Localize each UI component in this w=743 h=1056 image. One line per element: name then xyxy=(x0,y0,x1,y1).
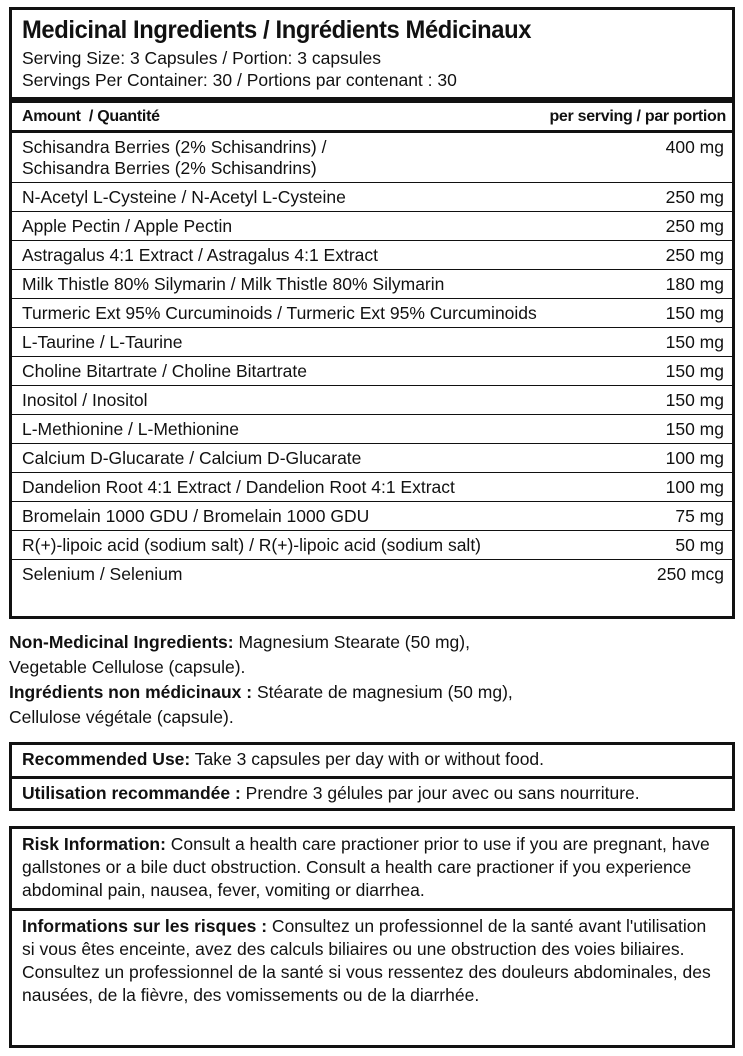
ingredient-amount: 150 mg xyxy=(665,303,724,323)
servings-per-container: Servings Per Container: 30 / Portions par contenant : 30 xyxy=(22,70,457,90)
table-row xyxy=(12,531,732,560)
table-row xyxy=(12,386,732,415)
ingredient-table xyxy=(12,133,732,589)
risk-text-fr: Consultez un professionnel de la santé avant l'utilisation si vous êtes enceinte, avez des calculs biliaires ou une obstruction des voies biliaires. Consultez un professionnel de la santé si vous ressentez des douleurs abdominales, des nausées, de la fièvre, des vomissements ou de la diarrhée. xyxy=(22,916,711,1005)
table-row xyxy=(12,444,732,473)
risk-text: Consult a health care practioner prior to use if you are pregnant, have gallstones or a bile duct obstruction. Consult a health care practioner if you experience abdominal pain, nausea, fever, vomiting or diarrhea. xyxy=(22,834,710,900)
table-row xyxy=(12,560,732,589)
serving-size: Serving Size: 3 Capsules / Portion: 3 capsules xyxy=(22,48,381,68)
table-row xyxy=(12,133,732,183)
ingredient-name: L-Methionine / L-Methionine xyxy=(22,419,239,439)
ingredient-amount: 150 mg xyxy=(665,390,724,410)
recommended-use-en xyxy=(12,745,732,776)
amount-header: Amount / Quantité xyxy=(22,107,160,125)
ingredient-name: R(+)-lipoic acid (sodium salt) / R(+)-lipoic acid (sodium salt) xyxy=(22,535,482,555)
ingredient-amount: 250 mg xyxy=(665,245,724,265)
ingredient-amount: 50 mg xyxy=(675,535,724,555)
table-row xyxy=(12,328,732,357)
table-row xyxy=(12,473,732,502)
recommended-use-label: Recommended Use: xyxy=(22,749,191,769)
recommended-use-panel xyxy=(9,742,735,811)
table-row xyxy=(12,212,732,241)
ingredient-amount: 180 mg xyxy=(665,274,724,294)
table-row xyxy=(12,357,732,386)
ingredient-name: Selenium / Selenium xyxy=(22,564,183,584)
ingredient-name: Choline Bitartrate / Choline Bitartrate xyxy=(22,361,307,381)
ingredient-name: N-Acetyl L-Cysteine / N-Acetyl L-Cysteine xyxy=(22,187,346,207)
ingredient-amount: 250 mg xyxy=(665,216,724,236)
medicinal-ingredients-panel xyxy=(9,7,735,619)
table-row xyxy=(12,270,732,299)
ingredient-name: Calcium D-Glucarate / Calcium D-Glucarate xyxy=(22,448,362,468)
recommended-use-label-fr: Utilisation recommandée : xyxy=(22,783,241,803)
table-header xyxy=(12,103,732,130)
ingredient-amount: 250 mcg xyxy=(656,564,724,584)
ingredient-name: L-Taurine / L-Taurine xyxy=(22,332,183,352)
risk-information-fr xyxy=(12,911,732,1013)
risk-information-panel xyxy=(9,826,735,1048)
recommended-use-fr xyxy=(12,779,732,810)
panel-title: Medicinal Ingredients / Ingrédients Médicinaux xyxy=(22,16,532,44)
ingredient-name: Turmeric Ext 95% Curcuminoids / Turmeric Ext 95% Curcuminoids xyxy=(22,303,537,323)
ingredient-name: Apple Pectin / Apple Pectin xyxy=(22,216,233,236)
non-medicinal-text: Vegetable Cellulose (capsule). xyxy=(9,657,246,677)
table-row xyxy=(12,241,732,270)
table-row xyxy=(12,183,732,212)
per-serving-header: per serving / par portion xyxy=(549,107,726,125)
risk-label: Risk Information: xyxy=(22,834,166,854)
ingredient-amount: 100 mg xyxy=(665,448,724,468)
table-row xyxy=(12,415,732,444)
recommended-use-text-fr: Prendre 3 gélules par jour avec ou sans nourriture. xyxy=(240,783,640,803)
ingredient-amount: 75 mg xyxy=(675,506,724,526)
ingredient-name: Inositol / Inositol xyxy=(22,390,148,410)
non-medicinal-text-fr: Cellulose végétale (capsule). xyxy=(9,707,234,727)
non-medicinal-text: Magnesium Stearate (50 mg), xyxy=(233,632,470,652)
ingredient-name: Dandelion Root 4:1 Extract / Dandelion Root 4:1 Extract xyxy=(22,477,455,497)
ingredient-amount: 250 mg xyxy=(665,187,724,207)
ingredient-amount: 100 mg xyxy=(665,477,724,497)
risk-label-fr: Informations sur les risques : xyxy=(22,916,268,936)
ingredient-amount: 150 mg xyxy=(665,332,724,352)
non-medicinal-label-fr: Ingrédients non médicinaux : xyxy=(9,682,253,702)
ingredient-name: Schisandra Berries (2% Schisandrins) / Schisandra Berries (2% Schisandrins) xyxy=(22,137,327,178)
ingredient-amount: 150 mg xyxy=(665,361,724,381)
ingredient-amount: 150 mg xyxy=(665,419,724,439)
ingredient-name: Bromelain 1000 GDU / Bromelain 1000 GDU xyxy=(22,506,370,526)
table-row xyxy=(12,502,732,531)
non-medicinal-label: Non-Medicinal Ingredients: xyxy=(9,632,234,652)
recommended-use-text: Take 3 capsules per day with or without food. xyxy=(190,749,545,769)
ingredient-amount: 400 mg xyxy=(665,137,724,157)
ingredient-name: Astragalus 4:1 Extract / Astragalus 4:1 Extract xyxy=(22,245,378,265)
non-medicinal-ingredients xyxy=(9,630,729,730)
table-row xyxy=(12,299,732,328)
risk-information-en xyxy=(12,829,732,908)
ingredient-name: Milk Thistle 80% Silymarin / Milk Thistle 80% Silymarin xyxy=(22,274,445,294)
non-medicinal-text-fr: Stéarate de magnesium (50 mg), xyxy=(252,682,513,702)
